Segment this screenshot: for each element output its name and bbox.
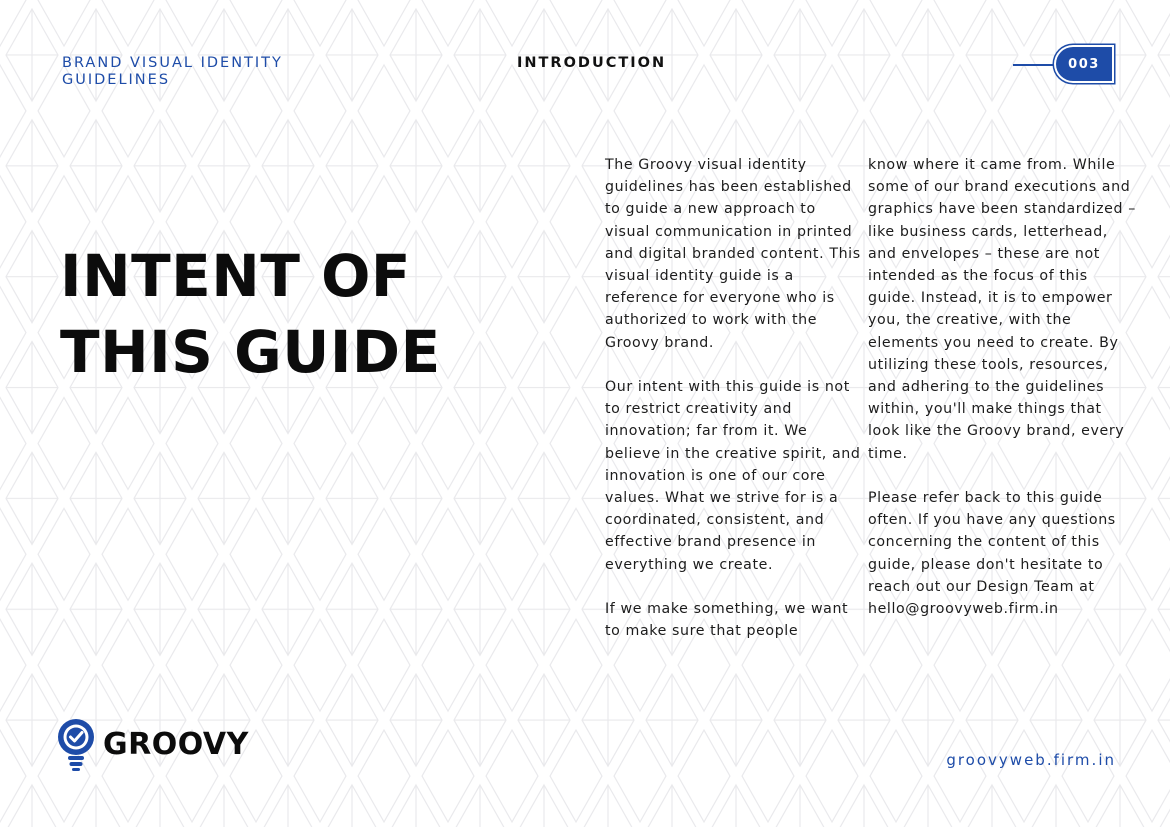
logo-wordmark: GROOVY [103, 726, 249, 762]
paragraph-intro: The Groovy visual identity guidelines has been established to guide a new approach to visual communication in printed and digital branded content. This visual identity guide is a reference for everyone who is authorized to work with the Groovy brand. [605, 157, 861, 351]
paragraph-origin-start: If we make something, we want to make sure that people [605, 601, 849, 640]
paragraph-intent: Our intent with this guide is not to restrict creativity and innovation; far from it. We believe in the creative spirit, and innovation is one of our core values. What we strive for is a coordinated, consistent, and effective brand presence in everything we create. [605, 379, 861, 573]
document-title: BRAND VISUAL IDENTITY GUIDELINES [62, 55, 283, 88]
website-link[interactable]: groovyweb.firm.in [946, 751, 1116, 769]
page-number-connector-line [1013, 64, 1059, 66]
paragraph-contact: Please refer back to this guide often. If you have any questions concerning the content of this guide, please don't hesitate to reach out our Design Team at hello@groovyweb.firm.in [868, 490, 1116, 618]
groovy-logo [55, 717, 249, 771]
body-column-right [868, 154, 1138, 642]
body-column-left [605, 154, 863, 665]
lightbulb-check-icon [55, 717, 97, 771]
page-number-badge: 003 [1056, 47, 1112, 81]
paragraph-origin-end: know where it came from. While some of our brand executions and graphics have been standardized – like business cards, letterhead, and envelopes – these are not intended as the focus of this guide. Instead, it is to empower you, the creative, with the elements you need to create. By utilizing these tools, resources, and adhering to the guidelines within, you'll make things that look like the Groovy brand, every time. [868, 157, 1136, 462]
page-title: INTENT OF THIS GUIDE [60, 242, 441, 386]
section-title: INTRODUCTION [517, 55, 667, 71]
